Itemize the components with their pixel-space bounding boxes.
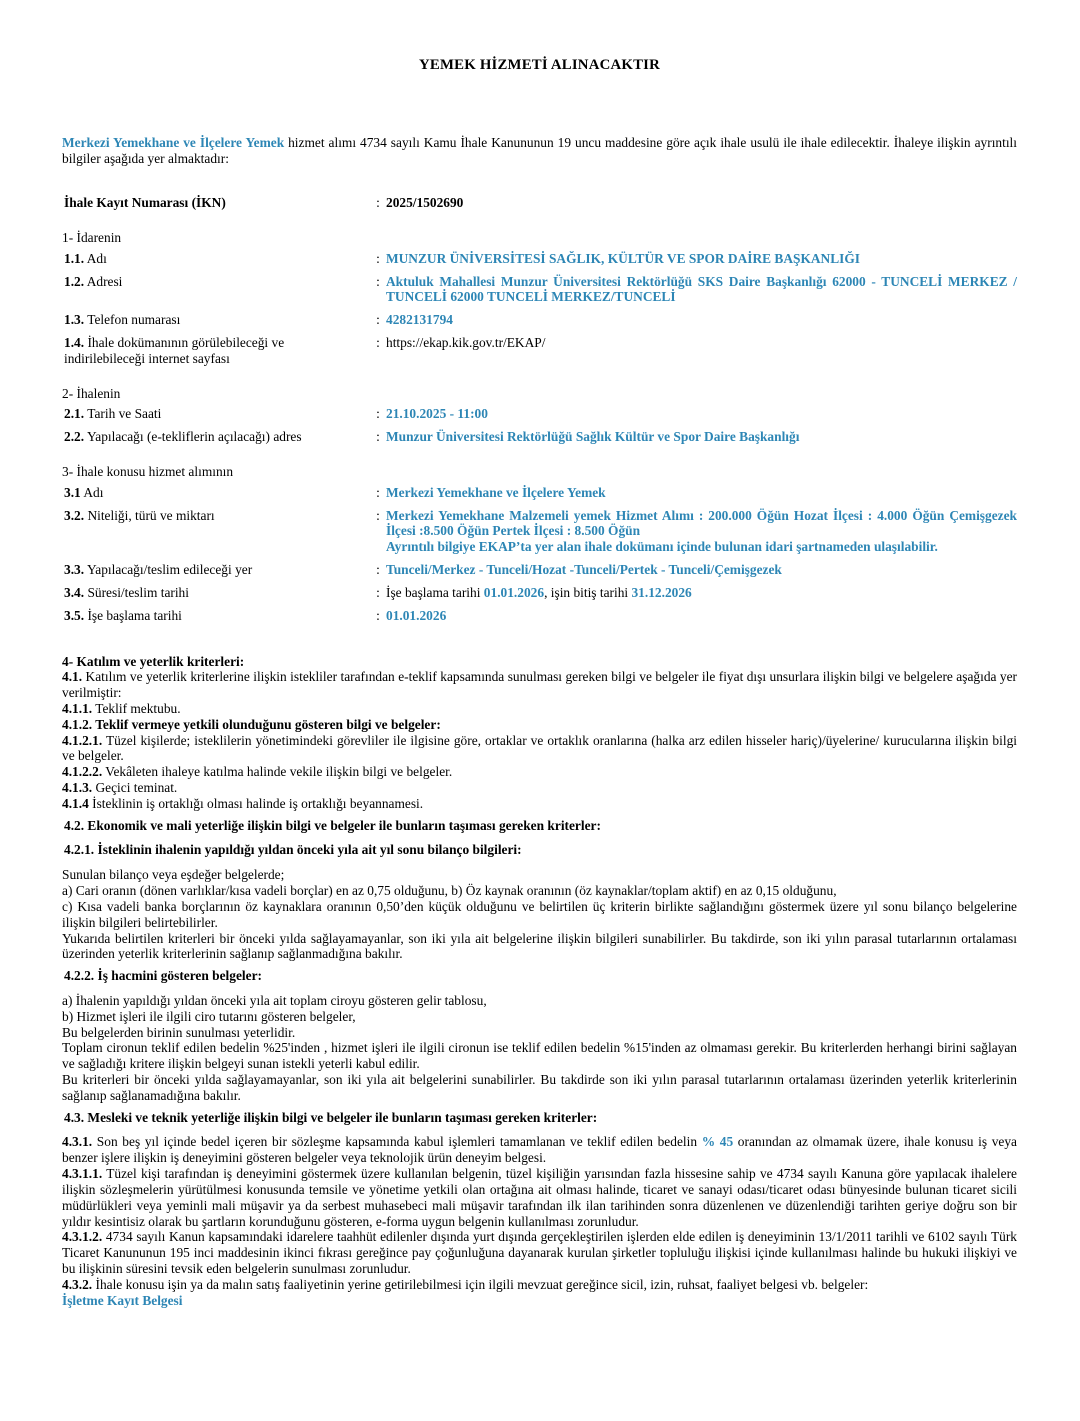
text-run: 4.3.1.2. [62, 1229, 103, 1245]
text-run: 1.4. [64, 334, 85, 350]
paragraph-4-3-1 [62, 1134, 1017, 1166]
text-run: 4.1.3. [62, 780, 93, 796]
colon-separator: : [376, 584, 380, 600]
text-run: c) Kısa vadeli banka borçlarının öz kaynaklara oranının 0,50’den küçük olduğunu ve belirtilen üç kriterin birlikte sağlandığını göstermek üzere yıl sonu bilanço belgelerine ilişkin bilgileri belirtebilirler. [62, 898, 1017, 930]
text-run: 4.3.1.1. [62, 1166, 103, 1182]
paragraph-4-3 [64, 1110, 1017, 1126]
paragraph-4-3-1-1 [62, 1166, 1017, 1229]
text-run: 4.1.2.1. [62, 732, 103, 748]
paragraph-hacim-4 [62, 1040, 1017, 1072]
info-row-ise-baslama-tarihi [62, 605, 1017, 628]
text-run: İşe başlama tarihi [386, 584, 484, 600]
text-run: , işin bitiş tarihi [544, 584, 632, 600]
info-label-suresi-teslim-tarihi [64, 585, 370, 601]
info-row-hizmet-adi [62, 482, 1017, 505]
text-run: 2.1. [64, 406, 85, 422]
info-label-teslim-yeri [64, 562, 370, 578]
info-row-yapilacagi-adres [62, 426, 1017, 449]
colon-separator: : [376, 312, 380, 328]
text-run: Aktuluk Mahallesi Munzur Üniversitesi Rektörlüğü SKS Daire Başkanlığı 62000 - TUNCELİ MERKEZ / TUNCELİ 62000 TUNCELİ MERKEZ/TUNCELİ [386, 273, 1017, 305]
text-run: Ayrıntılı bilgiye EKAP’ta yer alan ihale dokümanı içinde bulunan idari şartnameden ulaşılabilir. [386, 539, 938, 555]
paragraph-4-baslik [62, 654, 1017, 670]
paragraph-4-1-3 [62, 780, 1017, 796]
text-run: Süresi/teslim tarihi [84, 584, 189, 600]
info-row-ikn [62, 192, 1017, 215]
paragraph-4-1 [62, 669, 1017, 701]
info-row-idare-adresi [62, 271, 1017, 310]
info-label-ise-baslama-tarihi [64, 608, 370, 624]
colon-separator: : [376, 507, 380, 523]
colon-separator: : [376, 562, 380, 578]
paragraph-4-1-2 [62, 717, 1017, 733]
text-run: İsteklinin iş ortaklığı olması halinde iş ortaklığı beyannamesi. [88, 795, 424, 811]
paragraph-4-2 [64, 818, 1017, 834]
text-run: Merkezi Yemekhane ve İlçelere Yemek [62, 135, 285, 151]
text-run: Toplam cironun teklif edilen bedelin %25'inden , hizmet işleri ile ilgili cironun ise teklif edilen bedelin %15'inden az olmaması gerekir. Bu kriterlerden herhangi birini sağlayan ve sağladığı kritere ilişkin belgeyi sunan istekli yeterli kabul edilir. [62, 1040, 1017, 1072]
text-run: 4.1.2. Teklif vermeye yetkili olunduğunu gösteren bilgi ve belgeler: [62, 716, 441, 732]
colon-separator: : [376, 607, 380, 623]
text-run: İşletme Kayıt Belgesi [62, 1292, 183, 1308]
colon-separator: : [376, 429, 380, 445]
text-run: hizmet alımı 4734 sayılı Kamu İhale Kanununun 19 uncu maddesine göre açık ihale usulü ile ihale edilecektir. İhaleye ilişkin ayrıntılı bilgiler aşağıda yer almaktadır: [62, 135, 1017, 167]
text-run: 4.3.1. [62, 1134, 93, 1150]
text-run: 3.4. [64, 584, 85, 600]
page-title: YEMEK HİZMETİ ALINACAKTIR [419, 57, 660, 73]
info-label-ikn [64, 195, 370, 211]
group-heading-ihale-konusu: 3- İhale konusu hizmet alımının [62, 464, 234, 480]
criteria-section [62, 654, 1017, 1309]
text-run: 4734 sayılı Kanun kapsamındaki idarelere taahhüt edilenler dışında yurt dışında gerçekleştirilen işlerden elde edilen iş deneyiminin 13/1/2011 tarihli ve 6102 sayılı Türk Ticaret Kanununun 195 inci maddesinin ikinci fıkrası gereğince pay çoğunluğuna dayanarak kurulan şirketler topluluğu ilişkisi içinde kullanılması halinde bu hukuki ilişkiyi ve bu ilişkinin süresini tevsik eden belgelerin sunulması zorunludur. [62, 1229, 1017, 1276]
info-value-ikn [386, 195, 1017, 211]
text-run: MUNZUR ÜNİVERSİTESİ SAĞLIK, KÜLTÜR VE SPOR DAİRE BAŞKANLIĞI [386, 250, 860, 266]
colon-separator: : [376, 334, 380, 350]
info-value-yapilacagi-adres [386, 429, 1017, 445]
paragraph-hacim-3 [62, 1025, 1017, 1041]
paragraph-hacim-2 [62, 1009, 1017, 1025]
paragraph-4-1-4 [62, 796, 1017, 812]
text-run: Adı [80, 484, 104, 500]
info-value-internet-sayfasi [386, 335, 1017, 351]
text-run: 4- Katılım ve yeterlik kriterleri: [62, 653, 245, 669]
info-value-telefon-numarasi [386, 312, 1017, 328]
text-run: 4.1.1. [62, 700, 93, 716]
text-run: https://ekap.kik.gov.tr/EKAP/ [386, 334, 546, 350]
text-run: a) Cari oranın (dönen varlıklar/kısa vadeli borçlar) en az 0,75 olduğunu, b) Öz kaynak oranının (öz kaynaklar/toplam aktif) en az 0,15 olduğunu, [62, 883, 837, 899]
text-run: 2.2. [64, 429, 85, 445]
paragraph-4-1-2-1 [62, 733, 1017, 765]
text-run: 31.12.2026 [631, 584, 692, 600]
text-run: % 45 [701, 1134, 734, 1150]
text-run: Tüzel kişilerde; isteklilerin yönetimindeki görevliler ile ilgisine göre, ortaklar ve ortaklık oranlarına (halka arz edilen hisseler hariç)/üyelerine/ kurucularına ilişkin bilgi ve belgeler. [62, 732, 1017, 764]
paragraph-bilanco-3 [62, 899, 1017, 931]
paragraph-hacim-5 [62, 1072, 1017, 1104]
text-run: Yapılacağı (e-tekliflerin açılacağı) adres [84, 429, 302, 445]
text-run: Niteliği, türü ve miktarı [84, 507, 215, 523]
text-run: 4.1.2.2. [62, 764, 103, 780]
text-run: 4.3.2. [62, 1276, 93, 1292]
text-run: 01.01.2026 [386, 607, 447, 623]
text-run: 4282131794 [386, 312, 453, 328]
paragraph-4-2-2 [64, 968, 1017, 984]
text-run: b) Hizmet işleri ile ilgili ciro tutarını gösteren belgeler, [62, 1008, 356, 1024]
text-run: Sunulan bilanço veya eşdeğer belgelerde; [62, 867, 285, 883]
info-value-teslim-yeri [386, 562, 1017, 578]
intro-paragraph [62, 135, 1017, 167]
info-label-yapilacagi-adres [64, 429, 370, 445]
text-run: a) İhalenin yapıldığı yıldan önceki yıla ait toplam ciroyu gösteren gelir tablosu, [62, 992, 487, 1008]
info-row-suresi-teslim-tarihi [62, 582, 1017, 605]
colon-separator: : [376, 484, 380, 500]
text-run: Adı [84, 250, 107, 266]
info-value-ise-baslama-tarihi [386, 608, 1017, 624]
info-value-tarih-ve-saati [386, 406, 1017, 422]
text-run: Merkezi Yemekhane Malzemeli yemek Hizmet Alımı : 200.000 Öğün Hozat İlçesi : 4.000 Öğün Çemişgezek İlçesi :8.500 Öğün Pertek İlçesi : 8.500 Öğün [386, 507, 1017, 539]
text-run: 4.3. Mesleki ve teknik yeterliğe ilişkin bilgi ve belgeler ile bunların taşıması gereken kriterler: [64, 1109, 598, 1125]
info-value-line [386, 539, 1017, 555]
text-run: oranından az olmamak üzere, ihale konusu iş veya benzer işlere ilişkin iş deneyimini gösteren belgeler veya teknolojik ürün deneyim belgesi. [62, 1134, 1017, 1166]
text-run: Adresi [84, 273, 123, 289]
text-run: Tarih ve Saati [84, 406, 162, 422]
text-run: Son beş yıl içinde bedel içeren bir sözleşme kapsamında kabul işlemleri tamamlanan ve teklif edilen bedelin [92, 1134, 702, 1150]
text-run: Merkezi Yemekhane ve İlçelere Yemek [386, 484, 606, 500]
text-run: 4.2.2. İş hacmini gösteren belgeler: [64, 968, 262, 984]
text-run: 2025/1502690 [386, 195, 464, 211]
info-label-hizmet-adi [64, 485, 370, 501]
colon-separator: : [376, 250, 380, 266]
info-value-suresi-teslim-tarihi [386, 585, 1017, 601]
info-row-niteligi-turu-miktari [62, 505, 1017, 559]
text-run: İhale konusu işin ya da malın satış faaliyetinin yerine getirilebilmesi için ilgili mevzuat gereğince sicil, izin, ruhsat, faaliyet belgesi vb. belgeler: [92, 1276, 869, 1292]
info-label-tarih-ve-saati [64, 406, 370, 422]
info-row-telefon-numarasi [62, 309, 1017, 332]
paragraph-isletme-kayit-belgesi [62, 1293, 1017, 1309]
text-run: 3.1 [64, 484, 81, 500]
paragraph-bilanco-4 [62, 931, 1017, 963]
text-run: Geçici teminat. [92, 780, 178, 796]
paragraph-4-3-1-2 [62, 1229, 1017, 1276]
paragraph-4-1-2-2 [62, 764, 1017, 780]
text-run: 21.10.2025 - 11:00 [386, 406, 488, 422]
text-run: Tunceli/Merkez - Tunceli/Hozat -Tunceli/Pertek - Tunceli/Çemişgezek [386, 562, 782, 578]
text-run: Yapılacağı/teslim edileceği yer [84, 562, 253, 578]
text-run: 3.5. [64, 607, 85, 623]
info-value-niteligi-turu-miktari [386, 508, 1017, 555]
text-run: Munzur Üniversitesi Rektörlüğü Sağlık Kültür ve Spor Daire Başkanlığı [386, 429, 800, 445]
text-run: İşe başlama tarihi [84, 607, 182, 623]
info-value-idare-adi [386, 251, 1017, 267]
text-run: 01.01.2026 [483, 584, 545, 600]
text-run: Bu belgelerden birinin sunulması yeterlidir. [62, 1024, 296, 1040]
text-run: 4.2.1. İsteklinin ihalenin yapıldığı yıldan önceki yıla ait yıl sonu bilanço bilgileri: [64, 842, 522, 858]
paragraph-4-2-1 [64, 842, 1017, 858]
info-row-internet-sayfasi [62, 332, 1017, 371]
tender-info-table [62, 192, 1017, 627]
text-run: Teklif mektubu. [92, 700, 181, 716]
text-run: 3.3. [64, 562, 85, 578]
text-run: Vekâleten ihaleye katılma halinde vekile ilişkin bilgi ve belgeler. [102, 764, 453, 780]
info-label-idare-adresi [64, 274, 370, 290]
text-run: 1.2. [64, 273, 85, 289]
paragraph-4-3-2 [62, 1277, 1017, 1293]
colon-separator: : [376, 273, 380, 289]
text-run: Yukarıda belirtilen kriterleri bir önceki yılda sağlayamayanlar, son iki yıla ait belgelerine ilişkin bilgileri sunabilirler. Bu takdirde, son iki yılın parasal tutarlarının ortalaması üzerinden yeterlik kriterlerinin sağlanıp sağlanmadığına bakılır. [62, 930, 1017, 962]
info-value-idare-adresi [386, 274, 1017, 306]
paragraph-bilanco-2 [62, 883, 1017, 899]
text-run: 3.2. [64, 507, 85, 523]
info-row-idare-adi [62, 248, 1017, 271]
group-heading-ihalenin: 2- İhalenin [62, 385, 121, 401]
text-run: İhale dokümanının görülebileceği ve indirilebileceği internet sayfası [64, 334, 285, 366]
text-run: 4.1.4 [62, 795, 89, 811]
info-label-niteligi-turu-miktari [64, 508, 370, 524]
text-run: 1.3. [64, 312, 85, 328]
paragraph-4-1-1 [62, 701, 1017, 717]
paragraph-bilanco-1 [62, 867, 1017, 883]
text-run: Telefon numarası [84, 312, 181, 328]
text-run: 4.2. Ekonomik ve mali yeterliğe ilişkin bilgi ve belgeler ile bunların taşıması gereken kriterler: [64, 817, 601, 833]
paragraph-hacim-1 [62, 993, 1017, 1009]
colon-separator: : [376, 195, 380, 211]
group-heading-idarenin: 1- İdarenin [62, 229, 122, 245]
colon-separator: : [376, 406, 380, 422]
text-run: Tüzel kişi tarafından iş deneyimini göstermek üzere kullanılan belgenin, tüzel kişiliğin yarısından fazla hissesine sahip ve 4734 sayılı Kanuna göre yapılacak ihalelere ilişkin sözleşmelerin yürütülmesi konusunda temsile ve yönetime yetkili olan ortağına ait olması halinde, ticaret ve sanayi odası/ticaret odası bünyesinde bulunan ticaret sicili müdürlükleri veya yeminli mali müşavir ya da serbest muhasebeci mali müşavir tarafından ilk ilan tarihinden sonra düzenlenen ve düzenlendiği tarihten geriye doğru son bir yıldır kesintisiz olarak bu şartların korunduğunu gösteren, e-forma uygun belgenin kullanılması zorunludur. [62, 1166, 1017, 1229]
text-run: 4.1. [62, 669, 83, 685]
info-value-line [386, 508, 1017, 540]
text-run: 1.1. [64, 250, 85, 266]
info-row-tarih-ve-saati [62, 403, 1017, 426]
text-run: İhale Kayıt Numarası (İKN) [64, 195, 226, 211]
text-run: Bu kriterleri bir önceki yılda sağlayamayanlar, son iki yıla ait belgelerini sunabilirler. Bu takdirde son iki yılın parasal tutarlarının ortalaması üzerinden yeterlik kriterlerinin sağlanıp sağlanamadığına bakılır. [62, 1072, 1017, 1103]
info-label-idare-adi [64, 251, 370, 267]
info-row-teslim-yeri [62, 559, 1017, 582]
info-label-internet-sayfasi [64, 335, 370, 367]
info-label-telefon-numarasi [64, 312, 370, 328]
text-run: Katılım ve yeterlik kriterlerine ilişkin istekliler tarafından e-teklif kapsamında sunulması gereken bilgi ve belgeler ile fiyat dışı unsurlara ilişkin bilgi ve belgelere aşağıda yer verilmiştir: [62, 669, 1017, 701]
info-value-hizmet-adi [386, 485, 1017, 501]
